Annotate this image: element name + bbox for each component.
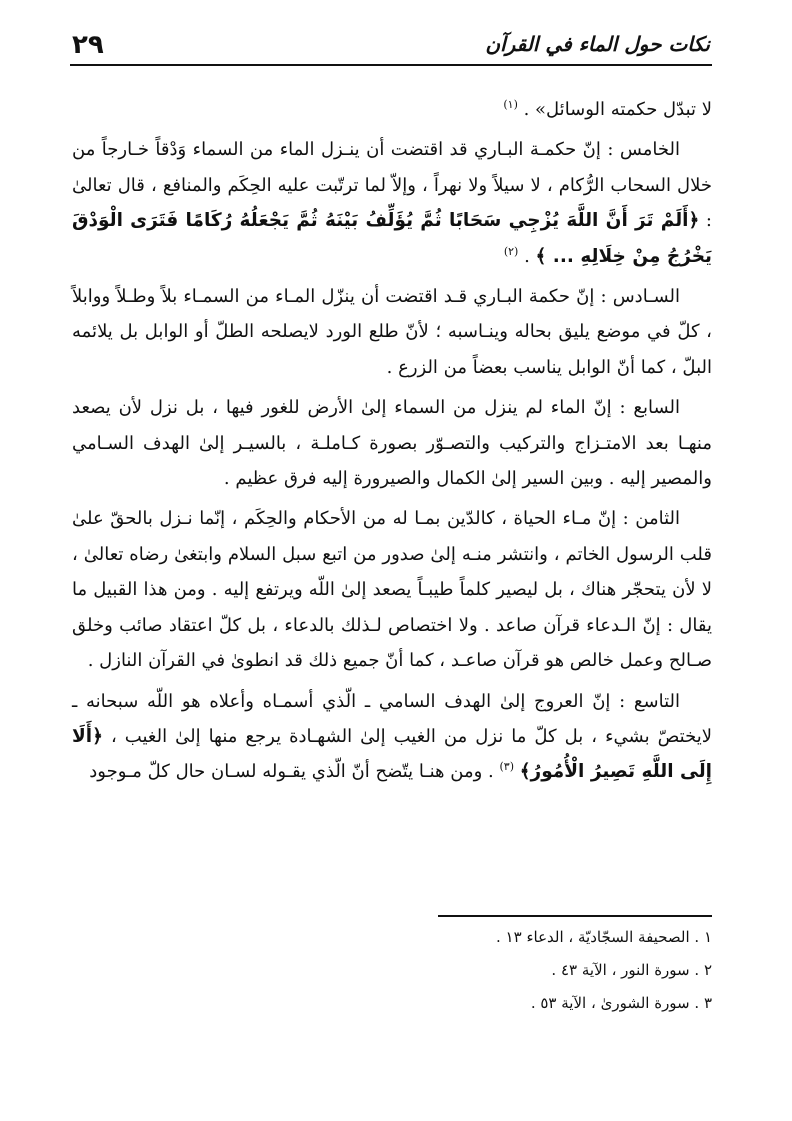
page-number: ٢٩ [72,30,104,60]
paragraph-sixth: السـادس : إنّ حكمة البـاري قـد اقتضت أن ينزّل المـاء من السمـاء بلاً وطـلاً ووابلاً ، كلّ في موضع يليق بحاله وينـاسبه ؛ لأنّ طلع الورد لايصلحه الطلّ أو الوابل بل يلائمه البلّ ، كما أنّ الوابل يناسب بعضاً من الزرع . [72,286,712,378]
quran-verse-2: ﴿أَلَا إِلَى اللَّهِ تَصِيرُ الْأُمُورُ﴾ [72,725,712,783]
footnotes [312,922,712,1021]
footnote-3: ٣ . سورة الشورىٰ ، الآية ٥٣ . [530,994,712,1012]
quran-verse-1: ﴿أَلَمْ تَرَ أَنَّ اللَّهَ يُزْجِي سَحَابًا ثُمَّ يُؤَلِّفُ بَيْنَهُ ثُمَّ يَجْعَلُهُ رُكَامًا فَتَرَى الْوَدْقَ يَخْرُجُ مِنْ خِلَالِهِ ... ﴾ [72,210,712,267]
paragraph-continuation [72,92,712,127]
paragraph-seventh: السابع : إنّ الماء لم ينزل من السماء إلىٰ الأرض للغور فيها ، بل نزل لأن يصعد منهـا بعد الامتـزاج والتركيب والتصـوّر بصورة كـاملـة ، بالسيـر إلىٰ الهدف السـامي والمصير إليه . وبين السير إلىٰ الكمال والصيرورة إليه فرق عظيم . [72,397,712,490]
paragraph-fifth [72,132,712,274]
fifth-end: . [524,245,536,267]
running-title: نكات حول الماء في القرآن [485,32,710,56]
footnote-marker-1: (١) [503,98,518,111]
ninth-end: . ومن هنـا يتّضح أنّ الّذي يقـوله لسـان حال كلّ مـوجود [89,761,500,783]
footnote-2: ٢ . سورة النور ، الآية ٤٣ . [551,961,712,979]
paragraph-ninth [72,684,712,790]
footnote-marker-3: (٣) [499,760,514,774]
fifth-text: الخامس : إنّ حكمـة البـاري قد اقتضت أن ينـزل الماء من السماء وَدْقاً خـارجاً من خلال السحاب الرُّكام ، لا سيلاً ولا نهراً ، وإلاّ لما ترتّبت عليه الحِكَم والمنافع ، قال تعالىٰ : [72,139,712,232]
ninth-text: التاسع : إنّ العروج إلىٰ الهدف السامي ـ الّذي أسمـاه وأعلاه هو اللّه سبحانه ـ لايختصّ بشيء ، بل كلّ ما نزل من الغيب إلىٰ الشهـادة يرجع منها إلىٰ الغيب ، [72,690,712,747]
main-text [72,92,712,795]
footnote-separator [438,915,712,917]
continuation-text: لا تبدّل حكمته الوسائل» . [523,99,712,120]
footnote-1: ١ . الصحيفة السجّاديّة ، الدعاء ١٣ . [496,928,712,946]
page-header [70,28,712,66]
footnote-marker-2: (٢) [503,244,519,258]
paragraph-eighth: الثامن : إنّ مـاء الحياة ، كالدّين بمـا له من الأحكام والحِكَم ، إنّما نـزل بالحقّ علىٰ قلب الرسول الخاتم ، وانتشر منـه إلىٰ صدور من اتبع سبل السلام وابتغىٰ رضاه تعالىٰ ، لا لأن يتحجّر هناك ، بل ليصير كلماً طيبـاً يصعد إلىٰ اللّه ويرتفع إليه . ومن هذا القبيل ما يقال : إنّ الـدعاء قرآن صاعد . ولا اختصاص لـذلك بالدعاء ، بل كلّ اعتقاد صائب وخلق صـالح وعمل خالص هو قرآن صاعـد ، كما أنّ جميع ذلك قد انطوىٰ في القرآن النازل . [72,508,712,672]
